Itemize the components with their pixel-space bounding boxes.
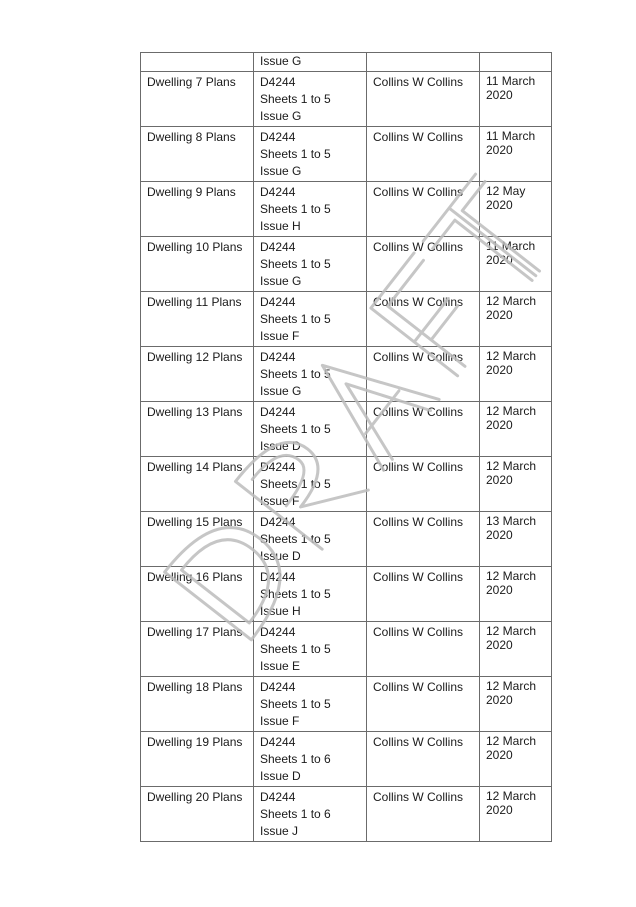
plan-ref-cell [254,72,367,127]
plan-author: Collins W Collins [373,460,464,474]
plan-issue: Issue F [260,329,300,343]
plan-sheets: Sheets 1 to 5 [260,587,331,601]
plan-sheets: Sheets 1 to 5 [260,147,331,161]
plan-name-cell [141,732,254,787]
plan-ref-cell [254,512,367,567]
plan-sheets: Sheets 1 to 5 [260,312,331,326]
plan-sheets: Sheets 1 to 5 [260,92,331,106]
plan-date-cell [480,457,552,512]
table-row-continued [141,53,552,72]
table-row [141,732,552,787]
plan-date-day-month: 12 March [486,679,537,693]
plan-date-day-month: 12 March [486,459,537,473]
plan-name: Dwelling 18 Plans [147,680,243,694]
plan-issue: Issue D [260,549,301,563]
plan-sheets: Sheets 1 to 6 [260,807,331,821]
plan-name-cell [141,622,254,677]
plan-issue: Issue G [260,164,302,178]
plan-ref-cell [254,622,367,677]
plan-author: Collins W Collins [373,735,464,749]
plan-drawing-ref: D4244 [260,185,296,199]
plan-date-year: 2020 [486,418,513,432]
plan-date-cell [480,237,552,292]
plan-author-cell [367,512,480,567]
plan-ref-cell [254,237,367,292]
table-row [141,72,552,127]
table-row [141,402,552,457]
plan-author: Collins W Collins [373,570,464,584]
plan-date-year: 2020 [486,803,513,817]
table-row [141,512,552,567]
plan-date-day-month: 13 March [486,514,537,528]
plan-date-year: 2020 [486,308,513,322]
plan-ref-cell [254,567,367,622]
plan-drawing-ref: D4244 [260,625,296,639]
plan-date-day-month: 12 March [486,404,537,418]
plan-date-cell [480,127,552,182]
plan-date-day-month: 11 March [486,129,536,143]
plan-author: Collins W Collins [373,185,464,199]
plan-issue: Issue D [260,439,301,453]
plan-author-cell [367,567,480,622]
plan-issue: Issue G [260,109,302,123]
plan-drawing-ref: D4244 [260,350,296,364]
plan-issue: Issue E [260,659,301,673]
plan-name-cell [141,512,254,567]
plan-date-year: 2020 [486,638,513,652]
plan-date-day-month: 12 March [486,624,537,638]
plan-author: Collins W Collins [373,130,464,144]
plan-name-cell [141,787,254,842]
plan-author: Collins W Collins [373,680,464,694]
plan-name: Dwelling 13 Plans [147,405,243,419]
plan-ref-cell [254,292,367,347]
plan-date-cell [480,53,552,72]
plan-date-day-month: 11 March [486,74,536,88]
plan-sheets: Sheets 1 to 5 [260,642,331,656]
plan-author: Collins W Collins [373,240,464,254]
plan-drawing-ref: D4244 [260,240,296,254]
plan-ref-cell [254,787,367,842]
plan-author: Collins W Collins [373,405,464,419]
plan-name-cell [141,457,254,512]
plan-ref-cell [254,127,367,182]
plan-name-cell [141,53,254,72]
plan-name: Dwelling 10 Plans [147,240,243,254]
plan-name-cell [141,402,254,457]
plan-drawing-ref: D4244 [260,515,296,529]
plan-date-year: 2020 [486,88,513,102]
plan-author: Collins W Collins [373,75,464,89]
plan-author-cell [367,677,480,732]
table-row [141,347,552,402]
table-row [141,787,552,842]
plan-author-cell [367,347,480,402]
plan-name: Dwelling 15 Plans [147,515,243,529]
table-row [141,677,552,732]
plan-issue: Issue G [260,274,302,288]
plan-date-cell [480,732,552,787]
plan-date-year: 2020 [486,363,513,377]
plan-name: Dwelling 7 Plans [147,75,236,89]
plan-date-year: 2020 [486,693,513,707]
plan-ref-cell [254,677,367,732]
plan-ref-cell [254,347,367,402]
plan-name: Dwelling 12 Plans [147,350,243,364]
plan-date-day-month: 12 March [486,734,537,748]
plan-date-cell [480,567,552,622]
plan-author-cell [367,72,480,127]
plan-issue: Issue F [260,714,300,728]
plan-date-cell [480,787,552,842]
plan-name: Dwelling 11 Plans [147,295,242,309]
plan-author-cell [367,53,480,72]
plan-sheets: Sheets 1 to 5 [260,477,331,491]
table-row [141,237,552,292]
plan-author-cell [367,787,480,842]
plan-date-cell [480,622,552,677]
plans-table-body [141,53,552,842]
plan-drawing-ref: D4244 [260,405,296,419]
plan-name: Dwelling 14 Plans [147,460,243,474]
plan-author-cell [367,732,480,787]
plan-name: Dwelling 17 Plans [147,625,243,639]
plan-drawing-ref: D4244 [260,790,296,804]
plan-sheets: Sheets 1 to 5 [260,257,331,271]
plan-author-cell [367,127,480,182]
plan-sheets: Sheets 1 to 5 [260,367,331,381]
plan-author: Collins W Collins [373,625,464,639]
plan-date-year: 2020 [486,143,513,157]
table-row [141,567,552,622]
plan-date-cell [480,292,552,347]
plan-issue: Issue H [260,604,301,618]
plan-issue: Issue G [260,384,302,398]
plan-date-year: 2020 [486,528,513,542]
plan-ref-cell [254,402,367,457]
plan-issue: Issue H [260,219,301,233]
plan-sheets: Sheets 1 to 5 [260,422,331,436]
plan-date-day-month: 12 March [486,789,537,803]
plan-name-cell [141,677,254,732]
plan-sheets: Sheets 1 to 5 [260,532,331,546]
plan-author-cell [367,402,480,457]
plan-name-cell [141,127,254,182]
plan-date-year: 2020 [486,473,513,487]
plan-sheets: Sheets 1 to 5 [260,202,331,216]
plans-table [140,52,552,842]
plan-issue: Issue D [260,769,301,783]
plan-date-day-month: 12 March [486,294,537,308]
plan-drawing-ref: D4244 [260,460,296,474]
plan-drawing-ref: D4244 [260,570,296,584]
plan-author: Collins W Collins [373,790,464,804]
plan-name: Dwelling 8 Plans [147,130,236,144]
plan-date-day-month: 12 May [486,184,526,198]
plan-date-cell [480,512,552,567]
plan-date-cell [480,182,552,237]
plan-issue: Issue F [260,494,300,508]
plan-name-cell [141,237,254,292]
plan-author: Collins W Collins [373,295,464,309]
table-row [141,292,552,347]
table-row [141,457,552,512]
plan-drawing-ref: D4244 [260,75,296,89]
plan-name-cell [141,567,254,622]
plan-name-cell [141,72,254,127]
plan-ref-cell [254,457,367,512]
plan-date-day-month: 12 March [486,349,537,363]
plan-date-day-month: 11 March [486,239,536,253]
plan-date-cell [480,347,552,402]
plan-author-cell [367,237,480,292]
plan-author-cell [367,182,480,237]
plan-author: Collins W Collins [373,350,464,364]
plan-name: Dwelling 16 Plans [147,570,243,584]
plan-sheets: Sheets 1 to 6 [260,752,331,766]
plan-name: Dwelling 20 Plans [147,790,243,804]
plan-date-cell [480,72,552,127]
plan-sheets: Sheets 1 to 5 [260,697,331,711]
plan-date-year: 2020 [486,748,513,762]
plan-ref-cell [254,732,367,787]
plan-name-cell [141,292,254,347]
plan-name-cell [141,347,254,402]
plan-author-cell [367,457,480,512]
plan-drawing-ref: D4244 [260,680,296,694]
plan-author: Collins W Collins [373,515,464,529]
plan-author-cell [367,292,480,347]
plan-issue: Issue G [260,54,302,68]
plan-drawing-ref: D4244 [260,130,296,144]
plan-author-cell [367,622,480,677]
plan-date-year: 2020 [486,253,513,267]
table-row [141,182,552,237]
table-row [141,622,552,677]
plan-date-cell [480,402,552,457]
plan-name: Dwelling 19 Plans [147,735,243,749]
plan-date-year: 2020 [486,198,513,212]
plan-drawing-ref: D4244 [260,735,296,749]
table-row [141,127,552,182]
plan-date-year: 2020 [486,583,513,597]
plan-ref-cell [254,182,367,237]
plan-name: Dwelling 9 Plans [147,185,236,199]
plan-issue: Issue J [260,824,299,838]
plan-name-cell [141,182,254,237]
plan-drawing-ref: D4244 [260,295,296,309]
plan-ref-cell [254,53,367,72]
plan-date-day-month: 12 March [486,569,537,583]
plan-date-cell [480,677,552,732]
